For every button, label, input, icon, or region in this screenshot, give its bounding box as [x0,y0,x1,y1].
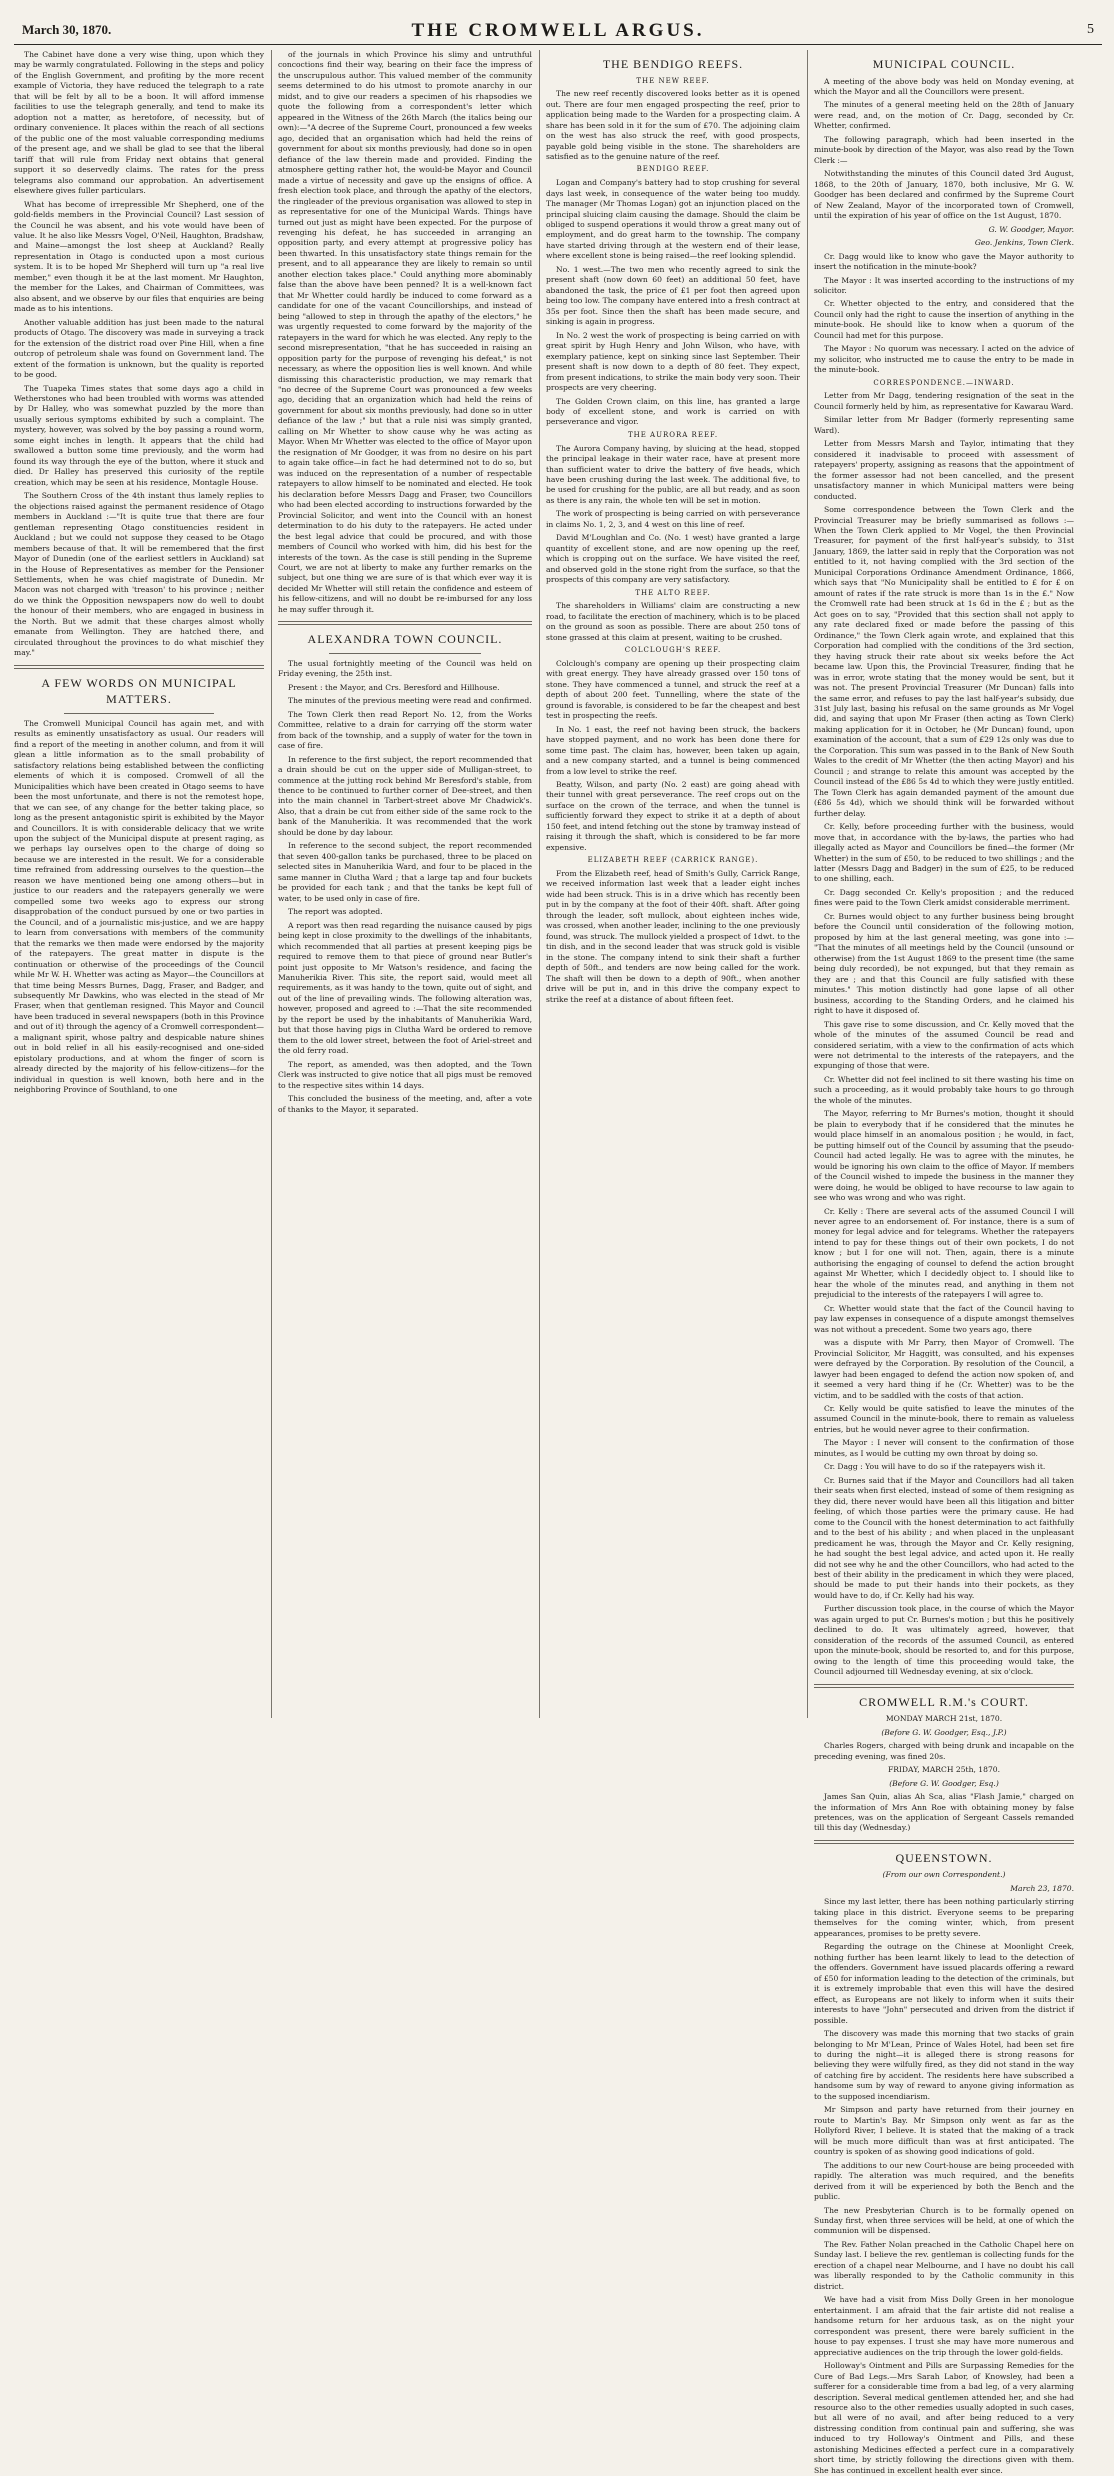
article-paragraph: We have had a visit from Miss Dolly Green in her monologue entertainment. I am afraid that the fair artiste did not realise a handsome return for her arduous task, as on the night your correspondent was present, there were barely sufficient in the house to pay expenses. I trust she may have more numerous and appreciative audiences on the trip through the lower gold-fields. [814,2295,1074,2357]
article-heading: A FEW WORDS ON MUNICIPAL MATTERS. [41,675,237,707]
article-paragraph: This concluded the business of the meeting, and, after a vote of thanks to the Mayor, it separated. [278,1094,532,1114]
subheading: BENDIGO REEF. [636,165,710,174]
article-paragraph: The work of prospecting is being carried on with perseverance in claims No. 1, 2, 3, and 4 west on this line of reef. [546,509,800,529]
article-paragraph: Logan and Company's battery had to stop crushing for several days last week, in consequence of the water being too muddy. The manager (Mr Thomas Logan) got an injunction placed on the principal sluicing claim causing the damage. Should the claim be obliged to suspend operations it would throw a great many out of employment, and do great harm to the township. The company have started driving through at the western end of their lease, where excellent stone is being raised—the reef looking splendid. [546,178,800,261]
article-paragraph: The Mayor : No quorum was necessary. I acted on the advice of my solicitor, who instructed me to cause the entry to be made in the minute-book. [814,344,1074,375]
column-2 [278,50,532,1718]
court-bench: (Before G. W. Goodger, Esq., J.P.) [881,1727,1007,1737]
article-paragraph: The Mayor : I never will consent to the confirmation of those minutes, as I would be cutting my own throat by doing so. [814,1438,1074,1458]
article-paragraph: In reference to the first subject, the report recommended that a drain should be cut on the upper side of Mulligan-street, to commence at the jutting rock behind Mr Beresford's stable, from thence to be continued to further corner of Dee-street, and then into the main channel in Tarbert-street above Mr Chadwick's. Also, that a drain be cut from either side of the same rock to the bank of the Manuherikia. It was recommended that the work should be done by day labour. [278,754,532,837]
article-paragraph: The minutes of the previous meeting were read and confirmed. [288,696,532,706]
article-paragraph: This gave rise to some discussion, and Cr. Kelly moved that the whole of the minutes of the assumed Council be read and considered seriatim, with a view to the confirmation of acts which were not detrimental to the interests of the ratepayers, and the expunging of those that were. [814,1019,1074,1071]
article-paragraph: Similar letter from Mr Badger (formerly representing same Ward). [814,415,1074,435]
article-paragraph: Another valuable addition has just been made to the natural products of Otago. The discovery was made in surveying a track for the extension of the district road over Pine Hill, when a fine outcrop of petroleum shale was found on Government land. The extent of the formation is unknown, but the quality is reported to be good. [14,317,264,380]
article-paragraph: In No. 2 west the work of prospecting is being carried on with great spirit by Hugh Henry and John Wilson, who have, with exemplary patience, kept on sinking since last September. Their present shaft is now down to a depth of 80 feet. They expect, from present indications, to strike the main body very soon. Their prospects are very cheering. [546,330,800,393]
article-paragraph: Colclough's company are opening up their prospecting claim with great energy. They have already grassed over 150 tons of stone. They have commenced a tunnel, and struck the reef at a depth of about 200 feet. Tunnelling, where the state of the ground is favorable, is considered to be far the cheapest and best test in prospecting the reefs. [546,658,800,721]
column-rule [539,50,540,1718]
article-paragraph: Cr. Dagg would like to know who gave the Mayor authority to insert the notification in the minute-book? [814,251,1074,272]
article-paragraph: The Rev. Father Nolan preached in the Catholic Chapel here on Sunday last. I believe the rev. gentleman is collecting funds for the erection of a chapel near Melbourne, and I have no doubt his call was liberally responded to by the Catholic community in this district. [814,2239,1074,2291]
article-paragraph: The shareholders in Williams' claim are constructing a new road, to facilitate the erection of machinery, which is to be placed on the ground as soon as possible. There are about 250 tons of stone grassed at this claim at present, waiting to be crushed. [546,601,800,642]
article-paragraph: Since my last letter, there has been nothing particularly stirring taking place in this district. Everyone seems to be preparing themselves for the coming winter, which, from present appearances, promises to be pretty severe. [814,1897,1074,1938]
correspondent-byline: (From our own Correspondent.) [882,1870,1006,1880]
article-paragraph: Cr. Whetter would state that the fact of the Council having to pay law expenses in consequence of a dispute amongst themselves was not without a precedent. Some two years ago, there [814,1303,1074,1334]
article-paragraph: Notwithstanding the minutes of this Council dated 3rd August, 1868, to the 20th of January, 1870, both inclusive, Mr G. W. Goodger has been declared and confirmed by the Supreme Court of New Zealand, Mayor of the incorporated town of Cromwell, until the expiration of his year of office on the 1st August, 1870. [814,169,1074,221]
article-paragraph: The report, as amended, was then adopted, and the Town Clerk was instructed to give notice that all pigs must be removed to the respective sites within 14 days. [278,1059,532,1090]
heading-rule [64,713,214,714]
article-paragraph: Cr. Burnes said that if the Mayor and Councillors had all taken their seats when first elected, instead of some of them resigning as they did, there never would have been all this litigation and bitter feeling, of which those parties were the primary cause. He had come to the Council with the honest determination to act faithfully and to the best of his ability ; and when placed in the unpleasant predicament he was, through the Mayor and Cr. Kelly resigning, he had sought the best legal advice, and acted upon it. He really did not see why he and the other Councillors, who had acted to the best of their ability in the predicament in which they were placed, should be made to put their hands into their pockets, as they would have to do, if Cr. Kelly had his way. [814,1475,1074,1600]
subheading: THE NEW REEF. [636,76,710,85]
article-paragraph: Charles Rogers, charged with being drunk and incapable on the preceding evening, was fined 20s. [814,1741,1074,1761]
court-date: FRIDAY, MARCH 25th, 1870. [887,1765,1001,1775]
article-paragraph: The Southern Cross of the 4th instant thus lamely replies to the objections raised against the permanent residence of Otago members in Auckland :—"It is quite true that there are four gentleman representing Otago constituencies resident in Auckland ; but we could not suppose they ceased to be Otago members because of that. It will be remembered that the first Mayor of Dunedin (one of the earliest settlers in Auckland) sat in the House of Representatives as member for the Pensioner Settlements, when he was chief magistrate of Dunedin. Mr Macon was not charged with 'treason' to his province ; neither do we think the Opposition newspapers now do well to doubt the honour of their members, who are engaged in business in the North. But we admit that these charges almost wholly emanate from Wellington. They are hatched there, and circulated throughout the provinces to do what mischief they may." [14,491,264,658]
subheading: THE AURORA REEF. [627,430,719,439]
article-paragraph: Beatty, Wilson, and party (No. 2 east) are going ahead with their tunnel with great perseverance. The reef crops out on the surface on the crown of the terrace, and when the tunnel is sufficiently forward they expect to strike it at a depth of about 150 feet, and intend fetching out the stone by tramway instead of raising it through the shaft, which is considered to be far more expensive. [546,780,800,852]
article-paragraph: The new Presbyterian Church is to be formally opened on Sunday first, when three services will be held, at one of which the communion will be dispensed. [814,2205,1074,2236]
article-paragraph: Cr. Whetter objected to the entry, and considered that the Council only had the right to cause the insertion of anything in the minute-book. He should like to know when a quorum of the Council had met for this purpose. [814,299,1074,340]
section-divider [14,665,264,669]
section-divider [814,1684,1074,1688]
article-paragraph: A report was then read regarding the nuisance caused by pigs being kept in close proximity to the dwellings of the inhabitants, which recommended that all parties at present keeping pigs be required to remove them to that piece of ground near Butler's point just opposite to Mr Watson's residence, and facing the Manuherikia River. This site, the report said, would meet all requirements, as it was handy to the town, quite out of sight, and out of the line of prevailing winds. The following alteration was, however, proposed and agreed to :—That the site recommended by the report be used by the inhabitants of Manuherikia Ward, but that those having pigs in Clutha Ward be ordered to remove them to the old lower street, between the foot of Ariel-street and the old ferry road. [278,920,532,1056]
section-divider [278,621,532,625]
article-paragraph: What has become of irrepressible Mr Shepherd, one of the gold-fields members in the Provincial Council? Last session of the Council he was absent, and his vote would have been of value. It he also like Messrs Vogel, O'Neil, Haughton, Bradshaw, and Maine—amongst the lost sheep at Auckland? Really representation in Otago is conducted upon a most curious system. It is to be hoped Mr Shepherd will turn up "a real live member," even though it be at the last moment. Mr Haughton, the member for the Lakes, and Chairman of Committees, was also absent, and we observe by our files that enquiries are being made as to his intentions. [14,199,264,314]
article-paragraph: The Cabinet have done a very wise thing, upon which they may be warmly congratulated. Following in the steps and policy of the English Government, and profiting by the more recent example of Victoria, they have reduced the telegraph to a rate that will be felt by all to be a boon. It will afford immense facilities to use the telegraph generally, and tend to make its adoption not a matter, as heretofore, of necessity, but of ordinary convenience. It places within the reach of all sections of the public one of the most valuable corresponding mediums of the present age, and we shall be glad to see that the liberal tariff that will rule from Friday next obtains that general support it so deservedly claims. The rates for the press telegrams also command our approbation. An advertisement elsewhere gives fuller particulars. [14,50,264,196]
newspaper-page [14,0,1102,2475]
article-paragraph: The additions to our new Court-house are being proceeded with rapidly. The alteration was much required, and the benefits derived from it will be experienced by both the Bench and the public. [814,2160,1074,2202]
issue-date: March 30, 1870. [22,22,112,37]
article-paragraph: The usual fortnightly meeting of the Council was held on Friday evening, the 25th inst. [278,658,532,679]
article-heading: QUEENSTOWN. [895,1850,993,1865]
dispatch-date: March 23, 1870. [1010,1883,1074,1893]
column-3 [546,50,800,1718]
article-paragraph: The new reef recently discovered looks better as it is opened out. There are four men engaged prospecting the reef, prior to application being made to the Warden for a prospecting claim. A share has been sold in it for the sum of £70. The adjoining claim on the west has also struck the reef, with good prospects, payable gold being visible in the stone. The shareholders are satisfied as to the genuine nature of the reef. [546,89,800,162]
article-paragraph: No. 1 west.—The two men who recently agreed to sink the present shaft (now down 60 feet) an additional 50 feet, have abandoned the task, the price of £1 per foot then agreed upon being too low. The company have entered into a fresh contract at 35s per foot. Since then the shaft has been made secure, and sinking is again in progress. [546,264,800,327]
newspaper-title: THE CROMWELL ARGUS. [411,20,705,41]
page-number: 5 [1087,22,1094,37]
article-paragraph: Cr. Kelly, before proceeding further with the business, would move that, in accordance with the by-laws, the parties who had illegally acted as Mayor and Councillors be fined—the former (Mr Whetter) in the sum of £50, to be reduced to two shillings ; and the latter (Messrs Dagg and Badger) in the sum of £25, to be reduced to one shilling, each. [814,822,1074,884]
column-rule [807,50,808,1718]
article-paragraph: In reference to the second subject, the report recommended that seven 400-gallon tanks be purchased, three to be placed on selected sites in Manuherikia Ward, and four to be placed in the same manner in Clutha Ward ; that a large tap and four buckets be provided for each tank ; and that the tanks be kept full of water, to be used only in case of fire. [278,841,532,903]
article-heading: ALEXANDRA TOWN COUNCIL. [307,632,503,647]
article-paragraph: David M'Loughlan and Co. (No. 1 west) have granted a large quantity of excellent stone, and are now opening up the reef, which is cropping out on the surface. We have visited the reef, and observed gold in the stone right from the surface, so that the prospects of this company are very satisfactory. [546,533,800,585]
article-paragraph: Cr. Dagg seconded Cr. Kelly's proposition ; and the reduced fines were paid to the Town Clerk amidst considerable merriment. [814,887,1074,908]
article-paragraph: The Cromwell Municipal Council has again met, and with results as eminently unsatisfactory as usual. Our readers will find a report of the meeting in another column, and from it will glean a little information as to the small probability of satisfactory relations being established between the conflicting elements of which it is composed. Cromwell of all the Municipalities which have been created in Otago seems to have been the most unfortunate, and there is not the remotest hope, that we can see, of any change for the better taking place, so long as the present antagonistic spirit is exhibited by the Mayor and Councillors. It is with considerable delicacy that we write upon the subject of the Municipal dispute at present raging, as we perhaps lay ourselves open to the charge of doing so because we are interested in the result. We for a considerable time refrained from addressing ourselves to the question—the reason we have mentioned being one among others—but in justice to our readers and the ratepayers generally we were compelled some two weeks ago to express our strong disapprobation of the conduct pursued by one or two parties in the Council, and of a journalistic mis-justice, and we are happy to learn from conversations with members of the community that the remarks we then made were endorsed by the majority of the ratepayers. The great matter in dispute is the continuation or otherwise of the proceedings of the Council while Mr W. H. Whetter was acting as Mayor—the Councillors at that time being Messrs Burnes, Dagg, Fraser, and Badger, and subsequently Mr Dawkins, who was elected in the stead of Mr Fraser, when that gentleman resigned. This Mayor and Council have been traduced in several newspapers (both in this Province and out of it) through the agency of a Cromwell correspondent—a malignant spirit, whose paltry and despicable nature shines out in bold relief in all his easily-recognised and one-sided epistolary productions, and at whom the finger of scorn is already directed by the majority of his fellow-citizens—for the individual in question is well known, both here and in the neighboring Province of Southland, to one [14,718,264,1095]
article-paragraph: Regarding the outrage on the Chinese at Moonlight Creek, nothing further has been learnt likely to lead to the detection of the offenders. Government have issued placards offering a reward of £50 for information leading to the detection of the criminals, but it is extremely improbable that even this will have the desired effect, as Europeans are not likely to inform when it suits their interests to have "John" persecuted and driven from the district if possible. [814,1942,1074,2025]
court-bench: (Before G. W. Goodger, Esq.) [889,1778,999,1788]
article-paragraph: From the Elizabeth reef, head of Smith's Gully, Carrick Range, we received information last week that a leader eight inches wide had been struck. This is in a drive which has recently been put in by the company at the foot of their 40ft. shaft. After going through the leader, soft mullock, about eighteen inches wide, was crossed, when another leader, inclining to the one previously found, was struck. The mullock yielded a prospect of 1dwt. to the tin dish, and in the second leader that was struck gold is visible in the stone. The company intend to sink their shaft a further depth of 50ft., and tenders are now being called for the work. The shaft will then be down to a depth of 90ft., when another drive will be put in, and in this drive the company expect to strike the reef at a distance of about fifteen feet. [546,868,800,1004]
article-paragraph: The Aurora Company having, by sluicing at the head, stopped the principal leakage in their water race, have at present more than sufficient water to drive the battery of five heads, which have been crushing during the last week. The additional five, to be used for crushing for the public, are all but ready, and as soon as there is any rain, the whole ten will be set in motion. [546,443,800,505]
article-paragraph: The minutes of a general meeting held on the 28th of January were read, and, on the motion of Cr. Dagg, seconded by Cr. Whetter, confirmed. [814,100,1074,131]
article-paragraph: The report was adopted. [288,907,383,917]
section-divider [814,1840,1074,1844]
signature-town-clerk: Geo. Jenkins, Town Clerk. [974,238,1074,248]
column-1 [14,50,264,1718]
signature-mayor: G. W. Goodger, Mayor. [988,224,1074,234]
subheading: THE ALTO REEF. [635,588,711,597]
article-paragraph: A meeting of the above body was held on Monday evening, at which the Mayor and all the Councillors were present. [814,76,1074,97]
article-paragraph: Letter from Mr Dagg, tendering resignation of the seat in the Council formerly held by him, as representative for Kawarau Ward. [814,391,1074,411]
article-paragraph: The Town Clerk then read Report No. 12, from the Works Committee, relative to a drain for carrying off the storm water from back of the township, and a supply of water for the town in case of fire. [278,709,532,751]
article-paragraph: In No. 1 east, the reef not having been struck, the backers have stopped payment, and no work has been done there for some time past. The claim has, however, been taken up again, and a new company started, and a tunnel is being commenced from a low level to strike the reef. [546,724,800,776]
article-paragraph: Cr. Dagg : You will have to do so if the ratepayers wish it. [824,1462,1046,1472]
article-paragraph: The Mayor, referring to Mr Burnes's motion, thought it should be plain to everybody that if he considered that the minutes he would place himself in an anomalous position ; he would, in fact, be putting himself out of the Council by assuming that the pseudo-Council had acted legally. He was to agree with the minutes, he would be ignoring his own claim to the office of Mayor. If members of the Council wished to impede the business in the manner they were doing, he would be obliged to have recourse to law again to see who was wrong and who was right. [814,1109,1074,1203]
article-paragraph: Some correspondence between the Town Clerk and the Provincial Treasurer may be briefly summarised as follows :— When the Town Clerk applied to Mr Vogel, the then Provincial Treasurer, for payment of the first half-year's subsidy, to 31st January, 1869, the latter said in reply that the Corporation was not entitled to it, not having complied with the 3rd section of the Municipal Corporations Ordinance Amendment Ordinance, 1866, which says that "No Municipality shall be entitled to £ for £ on amount of rates if the rate struck is more than 1s in the £." Now the Cromwell rate had been struck at 1s 6d in the £ ; but as the Act goes on to say, "Provided that this section shall not apply to any rate declared fixed or made before the passing of this Ordinance," the Town Clerk again wrote, and explained that this Corporation had complied with the conditions of the 3rd section, they having struck their rate about six weeks before the Act became law. Upon this, the Provincial Treasurer, finding that he was in error, wrote stating that the money would be sent, but it was not. The present Provincial Treasurer (Mr Duncan) falls into the same error, and refuses to pay the last half-year's subsidy, due 31st July last, basing his refusal on the same grounds as Mr Vogel did, and saying that upon Mr Fraser (then acting as Town Clerk) making application for it in October, he (Mr Duncan) found, upon examination of the account, that a sum of £29 12s only was due to the Corporation. This sum was passed in to the Bank of New South Wales to the credit of Mr Whetter (the then acting Mayor) and his Council ; and strange to relate this amount was accepted by the Council instead of the £86 5s 4d to which they were justly entitled. The Town Clerk has again demanded payment of the amount due (£86 5s 4d), which we should think will be forwarded without further delay. [814,505,1074,818]
article-paragraph: Letter from Messrs Marsh and Taylor, intimating that they considered it inadvisable to proceed with assessment of ratepayers' property, assigning as reasons that the appointment of the former assessor had not been cancelled, and the present unsatisfactory manner in which Municipal matters were being conducted. [814,439,1074,501]
article-paragraph: Cr. Burnes would object to any further business being brought before the Council until consideration of the following motion, proposed by him at the last general meeting, was gone into :— "That the minutes of all meetings held by the Council (unsound or otherwise) from the 1st August 1869 to the present time (the same being duly recorded), be not expunged, but that they remain as they are ; and that this Council are fully satisfied with these minutes." This motion distinctly had gone lapse of all other business, according to the Standing Orders, and he claimed his right to have it disposed of. [814,911,1074,1016]
article-paragraph: The Tuapeka Times states that some days ago a child in Wetherstones who had been troubled with worms was attended by Dr Halley, who was somewhat puzzled by the more than usually serious symptoms exhibited by such a complaint. The mystery, however, was solved by the boy passing a round worm, some eight inches in length. It appears that the child had swallowed a button some time previously, and the worm had found its way through the eye of the button, where it stuck and died. Dr Halley has preserved this curiosity of the reptile creation, which may be seen at his residence, Montagle House. [14,383,264,487]
masthead [14,22,1102,45]
subheading: COLCLOUGH'S REEF. [624,646,722,655]
article-heading: MUNICIPAL COUNCIL. [872,57,1016,71]
article-paragraph: The following paragraph, which had been inserted in the minute-book by direction of the Mayor, was also read by the Town Clerk :— [814,134,1074,165]
column-4 [814,50,1074,2475]
article-paragraph: The discovery was made this morning that two stacks of grain belonging to Mr M'Lean, Prince of Wales Hotel, had been set fire to during the night—it is alleged there is strong reasons for believing they were wilfully fired, as they did not stand in the way of catching fire by accident. The residents here have subscribed a handsome sum by way of reward to anyone giving information as to the supposed incendiarism. [814,2029,1074,2101]
article-paragraph: The Golden Crown claim, on this line, has granted a large body of excellent stone, and work is carried on with perseverance and vigor. [546,396,800,427]
article-paragraph: Cr. Kelly : There are several acts of the assumed Council I will never agree to an endorsement of. For instance, there is a sum of money for legal advice and for telegrams. Whether the ratepayers intend to pay for these things out of their own pockets, I do not know ; but I for one will not. Then, again, there is a minute authorising the engaging of counsel to defend the action brought against Mr Whetter, which I decidedly object to. I should like to hear the whole of the minutes read, and anything in them not prejudicial to the interests of the ratepayers I will agree to. [814,1206,1074,1300]
subheading: ELIZABETH REEF (CARRICK RANGE). [587,856,759,865]
article-paragraph: Further discussion took place, in the course of which the Mayor was again urged to put Cr. Burnes's motion ; but this he positively declined to do. It was ultimately agreed, however, that consideration of the records of the assumed Council, as entered upon the minute-book, should be resorted to, and for this purpose, owing to the length of time this proceeding would take, the Council adjourned till Wednesday evening, at six o'clock. [814,1604,1074,1677]
article-paragraph: Cr. Whetter did not feel inclined to sit there wasting his time on such a proceeding, as it would probably take hours to go through the whole of the minutes. [814,1074,1074,1105]
court-date: MONDAY MARCH 21st, 1870. [885,1714,1003,1724]
column-rule [271,50,272,1718]
article-paragraph: was a dispute with Mr Parry, then Mayor of Cromwell. The Provincial Solicitor, Mr Haggitt, was consulted, and his expenses were defrayed by the Corporation. By resolution of the Council, a lawyer had been engaged to defend the action now spoken of, and it seemed a very hard thing if he (Cr. Whetter) was to be the victim, and to be saddled with the costs of that action. [814,1338,1074,1400]
article-paragraph: James San Quin, alias Ah Sca, alias "Flash Jamie," charged on the information of Mrs Ann Roe with obtaining money by false pretences, was on the application of Sergeant Cassels remanded till this day (Wednesday.) [814,1792,1074,1833]
article-paragraph: of the journals in which Province his slimy and untruthful concoctions find their way, bearing on their face the impress of the unscrupulous author. This valued member of the community seems determined to do his utmost to promote anarchy in our midst, and to give our readers a specimen of his rhapsodies we quote the following from a correspondent's letter which appeared in the Witness of the 26th March (the italics being our own):—"A decree of the Supreme Court, pronounced a few weeks ago, decided that an organisation which had held the reins of government for about six months previously, had done so in open defiance of the law therein made and provided. Finding the atmosphere getting rather hot, the would-be Mayor and Council made a virtue of necessity and gave up the ensigns of office. A fresh election took place, and through the apathy of the electors, the ringleader of the previous organisation was allowed to step in as representative for one of the Municipal Wards. Things have turned out just as might have been expected. For the purpose of revenging his defeat, he has succeeded in arranging an opposition party, and every attempt at progressive policy has been thwarted. In this unsatisfactory state things remain for the present, and to all appearance they are likely to remain so until another election takes place." Could anything more abominably false than the above have been penned? It is a well-known fact that Mr Whetter could hardly be induced to come forward as a candidate for one of the vacant Councillorships, and instead of being "allowed to step in through the apathy of the electors," he was urgently requested to come forward by the majority of the ratepayers in the ward for which he was elected. Any reply to the second misrepresentation, "that he has succeeded in raising an opposition party for the purpose of revenging his defeat," is not necessary, as where the opposition lies is well known. And while dismissing this characteristic production, we may remark that "no decree of the Supreme Court was pronounced a few weeks ago, deciding that an organization which had held the reins of government for about six months previously, had done so in utter defiance of the law ;" but that a rule nisi was simply granted, calling on Mr Whetter to show cause why he was acting as Mayor. When Mr Whetter was elected to the office of Mayor upon the resignation of Mr Goodger, it was from no desire on his part to again take office—in fact he had determined not to do so, but was induced on the representation of a number of respectable ratepayers to allow himself to be nominated and elected. He took his declaration before Messrs Dagg and Fraser, two Councillors who had been elected according to instructions forwarded by the Provincial Solicitor, and went into the Council with an honest determination to do his duty to the ratepayers. He acted under the best legal advice that could be procured, and with those members of Council who worked with him, did his best for the interests of the town. As the case is still pending in the Supreme Court, we are not at liberty to make any further remarks on the subject, but one thing we are sure of is that which ever way it is decided Mr Whetter will still retain the confidence and esteem of his fellow-citizens, and will no doubt be re-imbursed for any loss he may suffer through it. [278,50,532,614]
article-heading: CROMWELL R.M.'s COURT. [859,1694,1029,1709]
article-heading: THE BENDIGO REEFS. [602,57,744,71]
article-paragraph: The Mayor : It was inserted according to the instructions of my solicitor. [814,275,1074,295]
advertisement-paragraph: Holloway's Ointment and Pills are Surpassing Remedies for the Cure of Bad Legs.—Mrs Sarah Labor, of Knowsley, had been a sufferer for a considerable time from a bad leg, of a very alarming description. Several medical gentlemen attended her, and she had resource also to the other remedies usually adopted in such cases, but all were of no avail, and after being reduced to a very distressing condition from continual pain and suffering, she was induced to try Holloway's Ointment and Pills, and these astonishing Medicines effected a perfect cure in a comparatively short time, by strictly following the directions given with them. She has continued in excellent health ever since. [814,2361,1074,2475]
article-paragraph: Present : the Mayor, and Crs. Beresford and Hillhouse. [288,682,500,692]
article-paragraph: Mr Simpson and party have returned from their journey en route to Martin's Bay. Mr Simpson only went as far as the Hollyford River, I believe. It is stated that the making of a track will be much more difficult than was at first anticipated. The country is spoken of as showing good indications of gold. [814,2105,1074,2157]
subheading: CORRESPONDENCE.—INWARD. [873,378,1015,387]
article-paragraph: Cr. Kelly would be quite satisfied to leave the minutes of the assumed Council in the minute-book, there to remain as valueless entries, but he would never agree to their confirmation. [814,1403,1074,1434]
heading-rule [329,653,481,654]
